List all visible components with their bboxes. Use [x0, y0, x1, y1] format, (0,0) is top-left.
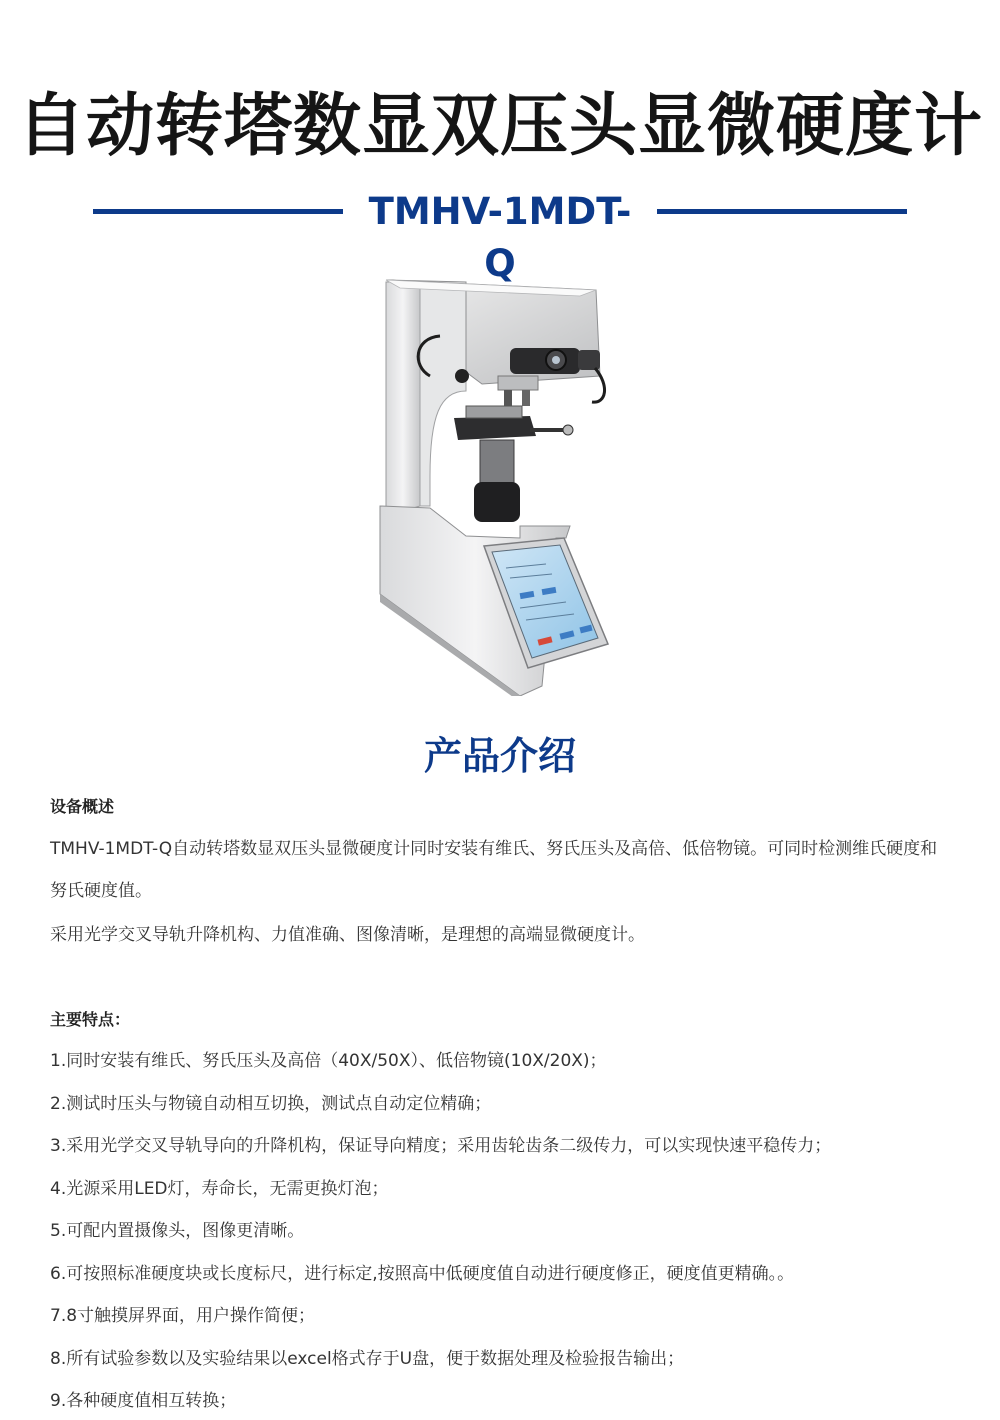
model-banner	[93, 186, 907, 285]
feature-item: 3.采用光学交叉导轨导向的升降机构，保证导向精度；采用齿轮齿条二级传力，可以实现快速平稳传力；	[50, 1136, 832, 1156]
page-title: 自动转塔数显双压头显微硬度计	[16, 87, 983, 166]
model-number: TMHV-1MDT-Q	[368, 190, 632, 285]
divider-line-left	[93, 209, 343, 214]
feature-item: 9.各种硬度值相互转换；	[50, 1391, 237, 1411]
section-heading: 产品介绍	[423, 734, 576, 778]
overview-paragraph-2: 采用光学交叉导轨升降机构、力值准确、图像清晰，是理想的高端显微硬度计。	[50, 925, 645, 945]
feature-item: 4.光源采用LED灯，寿命长，无需更换灯泡；	[50, 1179, 389, 1199]
divider-line-right	[657, 209, 907, 214]
hardness-tester-image	[370, 276, 630, 696]
feature-item: 2.测试时压头与物镜自动相互切换，测试点自动定位精确；	[50, 1094, 492, 1114]
feature-item: 5.可配内置摄像头，图像更清晰。	[50, 1221, 305, 1241]
overview-paragraph: TMHV-1MDT-Q自动转塔数显双压头显微硬度计同时安装有维氏、努氏压头及高倍、低倍物镜。可同时检测维氏硬度和努氏硬度值。	[50, 839, 938, 901]
overview-label: 设备概述	[50, 797, 115, 816]
feature-item: 7.8寸触摸屏界面，用户操作简便；	[50, 1306, 316, 1326]
feature-item: 1.同时安装有维氏、努氏压头及高倍（40X/50X）、低倍物镜(10X/20X)；	[50, 1051, 607, 1071]
feature-item: 8.所有试验参数以及实验结果以excel格式存于U盘，便于数据处理及检验报告输出；	[50, 1349, 685, 1369]
features-label: 主要特点：	[50, 1010, 131, 1029]
feature-item: 6.可按照标准硬度块或长度标尺，进行标定,按照高中低硬度值自动进行硬度修正，硬度值更精确。。	[50, 1264, 795, 1284]
